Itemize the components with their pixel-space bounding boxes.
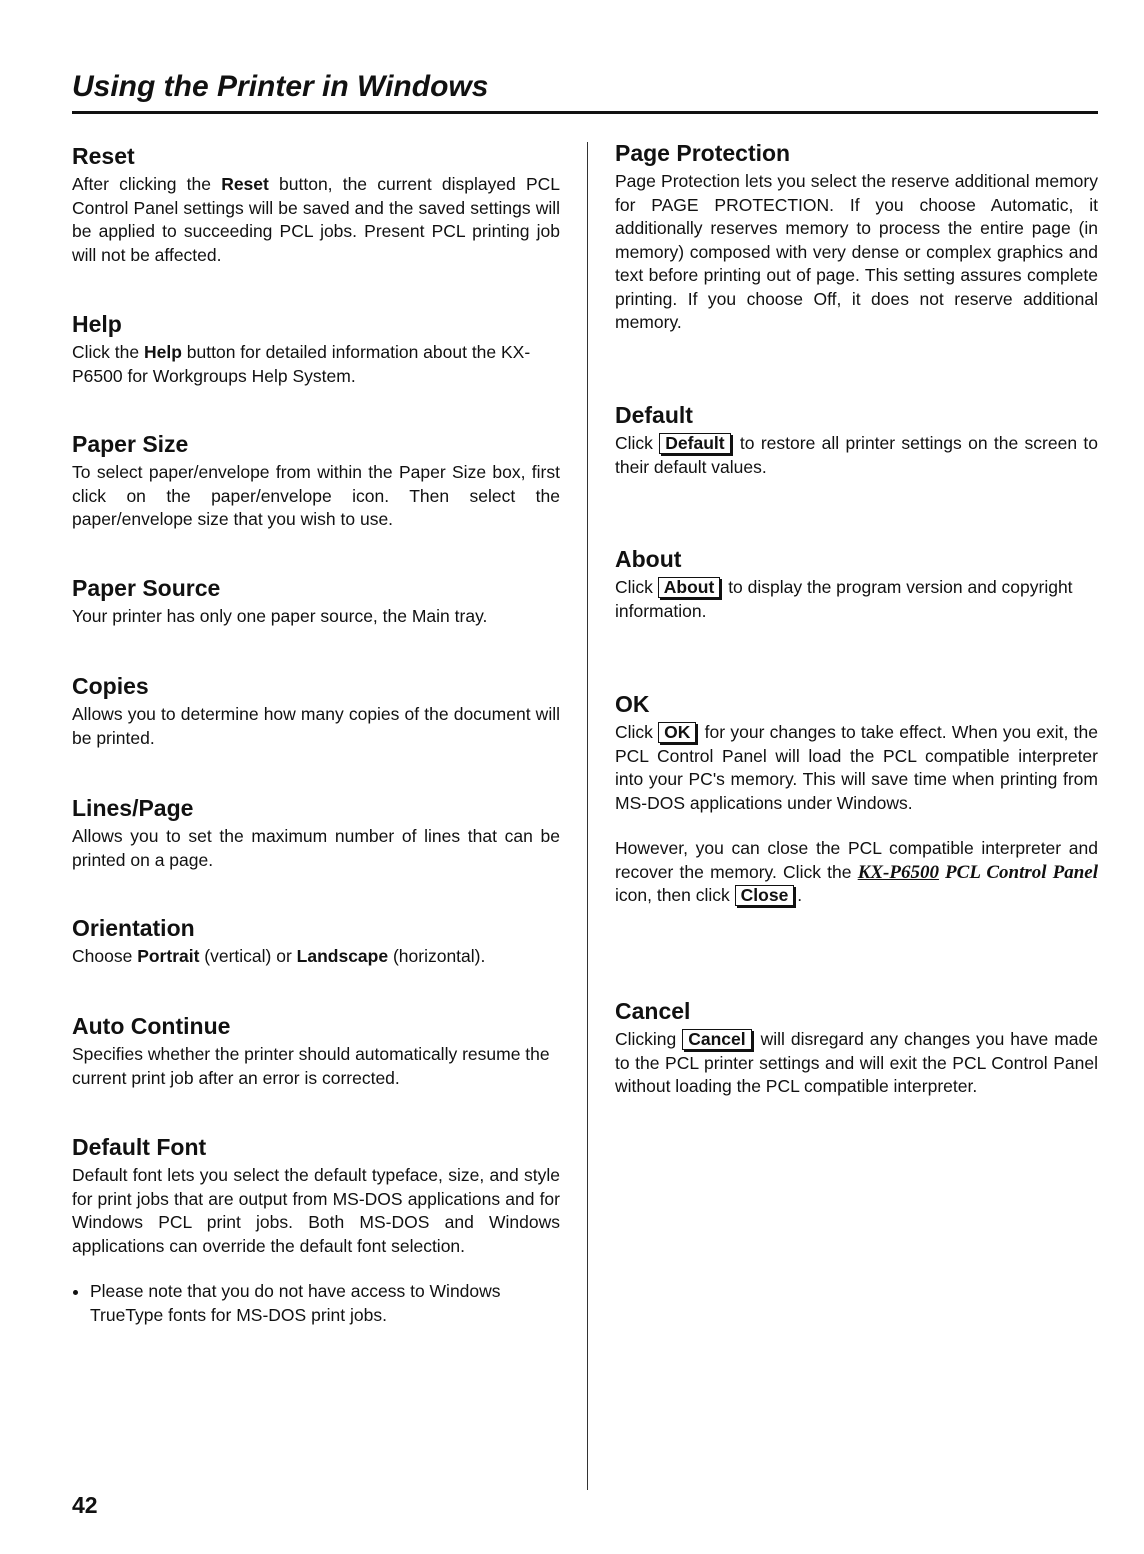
default-font-note-list — [72, 1280, 560, 1327]
section-cancel — [615, 997, 1098, 1099]
section-help — [72, 310, 560, 388]
default-font-note: • Please note that you do not have access to Windows TrueType fonts for MS-DOS print jobs. — [90, 1280, 560, 1327]
about-button: About — [658, 577, 721, 598]
section-body-copies: Allows you to determine how many copies of the document will be printed. — [72, 704, 560, 748]
portrait-keyword: Portrait — [137, 946, 200, 966]
section-title-help: Help — [72, 311, 122, 337]
section-page-protection — [615, 139, 1098, 335]
default-button: Default — [659, 433, 730, 454]
section-about — [615, 545, 1098, 623]
landscape-keyword: Landscape — [296, 946, 389, 966]
reset-keyword: Reset — [221, 174, 269, 194]
section-body-ok: Click OK for your changes to take effect. When you exit, the PCL Control Panel will load the PCL compatible interpreter into your PC's memory. This will save time when printing from MS-DOS applications under Windows. — [615, 722, 1098, 813]
help-keyword: Help — [143, 342, 182, 362]
section-auto-continue — [72, 1012, 560, 1090]
ok-button: OK — [658, 722, 696, 743]
section-ok — [615, 690, 1098, 908]
section-title-paper-size: Paper Size — [72, 431, 189, 457]
section-body-default: Click Default to restore all printer settings on the screen to their default values. — [615, 433, 1099, 477]
section-body-auto-continue: Specifies whether the printer should automatically resume the current print job after an error is corrected. — [72, 1044, 550, 1088]
section-lines-page — [72, 794, 560, 872]
section-body-reset: After clicking the Reset button, the current displayed PCL Control Panel settings will be saved and the saved settings will be applied to succeeding PCL jobs. Present PCL printing job will not be affected. — [72, 174, 561, 265]
section-title-orientation: Orientation — [72, 915, 195, 941]
section-title-reset: Reset — [72, 143, 135, 169]
section-title-default: Default — [615, 402, 693, 428]
section-body-help: Click the Help button for detailed information about the KX-P6500 for Workgroups Help System. — [72, 342, 531, 386]
section-title-about: About — [615, 546, 682, 572]
section-title-copies: Copies — [72, 673, 149, 699]
page-number: 42 — [72, 1492, 98, 1518]
section-title-paper-source: Paper Source — [72, 575, 221, 601]
section-body-page-protection: Page Protection lets you select the reserve additional memory for PAGE PROTECTION. If you choose Automatic, it additionally reserves memory to process the entire page (in memory) composed with very dense or complex graphics and text before printing out of page. This setting assures complete printing. If you choose Off, it does not reserve additional memory. — [615, 171, 1098, 332]
section-title-ok: OK — [615, 691, 650, 717]
close-button: Close — [735, 885, 795, 906]
title-rule — [72, 111, 1098, 114]
cancel-button: Cancel — [682, 1029, 751, 1050]
section-default-font — [72, 1133, 560, 1327]
pcl-control-panel-label: PCL Control Panel — [938, 861, 1098, 883]
section-body-default-font: Default font lets you select the default typeface, size, and style for print jobs that are output from MS-DOS applications and for Windows PCL print jobs. Both MS-DOS and Windows applications can override the default font selection. — [72, 1165, 560, 1256]
section-title-default-font: Default Font — [72, 1134, 207, 1160]
section-title-page-protection: Page Protection — [615, 140, 791, 166]
section-title-lines-page: Lines/Page — [72, 795, 194, 821]
section-body-paper-source: Your printer has only one paper source, the Main tray. — [72, 606, 488, 626]
section-orientation — [72, 914, 560, 969]
section-body-ok-close: However, you can close the PCL compatible interpreter and recover the memory. Click the KX-P6500 PCL Control Panel icon, then click Close . — [615, 838, 1098, 905]
section-title-cancel: Cancel — [615, 998, 691, 1024]
section-reset — [72, 142, 560, 267]
section-paper-size — [72, 430, 560, 532]
section-copies — [72, 672, 560, 750]
section-body-cancel: Clicking Cancel will disregard any changes you have made to the PCL printer settings and will exit the PCL Control Panel without loading the PCL compatible interpreter. — [615, 1029, 1098, 1096]
column-divider — [587, 142, 588, 1490]
section-body-orientation: Choose Portrait (vertical) or Landscape (horizontal). — [72, 946, 486, 966]
page-title: Using the Printer in Windows — [72, 70, 489, 103]
kx-p6500-label: KX-P6500 — [857, 861, 939, 883]
section-default — [615, 401, 1098, 479]
section-paper-source — [72, 574, 560, 629]
section-body-lines-page: Allows you to set the maximum number of lines that can be printed on a page. — [72, 826, 560, 870]
section-title-auto-continue: Auto Continue — [72, 1013, 231, 1039]
section-body-about: Click About to display the program version and copyright information. — [615, 577, 1073, 621]
section-body-paper-size: To select paper/envelope from within the Paper Size box, first click on the paper/envelope icon. Then select the paper/envelope size that you wish to use. — [72, 462, 560, 529]
